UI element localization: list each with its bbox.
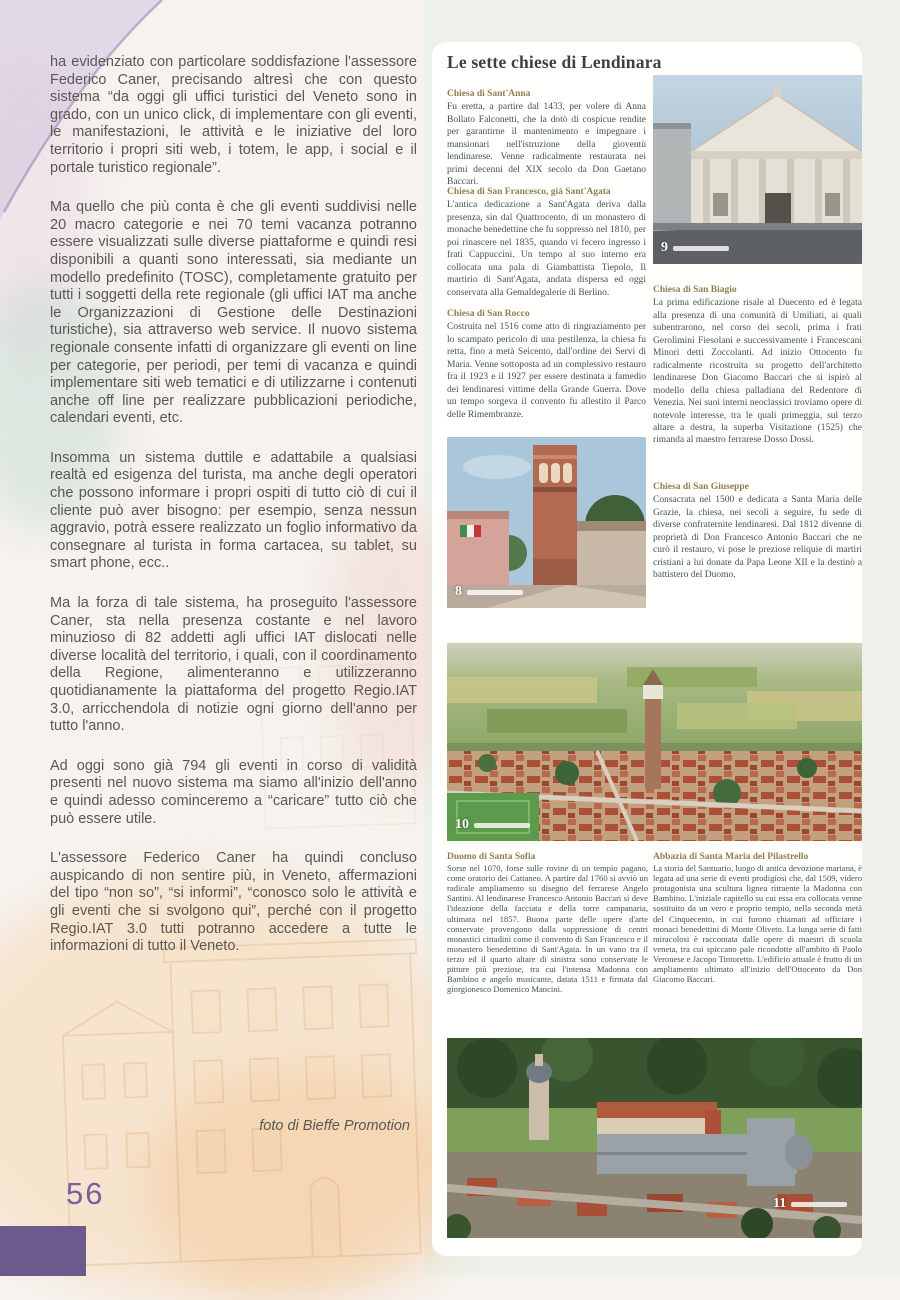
photo-number: 11	[773, 1196, 787, 1211]
photo-caption-strip	[467, 590, 523, 595]
paragraph: ha evidenziato con particolare soddisfazione l'assessore Federico Caner, precisando altresì che con questo sistema “da oggi gli uffici turistici del Veneto sono in grado, con un unico click, di implementare con gli eventi, le manifestazioni, le attività e le iniziative del loro territorio i propri siti web, i totem, le app, i social e il portale turistico regionale”.	[50, 54, 417, 176]
photo-number-label	[455, 584, 523, 600]
photo-10-illustration	[447, 643, 862, 841]
right-article-box	[432, 42, 862, 1256]
caption-body: Sorse nel 1070, forse sulle rovine di un tempio pagano, come oratorio dei Cattaneo. A partire dal 1760 si avviò un radicale ampliamento su disegno del ferrarese Angelo Santini. Al lendinarese Francesco Antonio Baccari si deve l'ideazione della facciata e della torre campanaria, ultimata nel 1857. Buona parte delle opere d'arte conservate provengono dalla soppressione di centri monastici cittadini come il convento di San Francesco e il monastero benedettino di Sant'Agata. In un vano tra il terzo ed il quarto altare di sinistra sono conservate le pitture più preziose, tra cui l'intensa Madonna con Bambino e angelo musicante, datata 1511 e firmata dal giorgionesco Domenico Mancini.	[447, 863, 648, 995]
caption-heading: Abbazia di Santa Maria del Pilastrello	[653, 852, 809, 862]
photo-9-illustration	[653, 75, 862, 264]
paragraph: Ma quello che più conta è che gli eventi suddivisi nelle 20 macro categorie e nei 70 temi vacanza potranno essere visualizzati sulle diverse piattaforme e quindi resi disponibili a quanti sono interessati, sia mediante un modello predefinito (TOSC), completamente gratuito per tutti i soggetti della rete regionale (gli uffici IAT ma anche le Organizzazioni di Gestione delle Destinazioni turistiche), sia attraverso web service. Il nuovo sistema regionale consente infatti di organizzare gli eventi on line per categorie, per periodi, per temi di vacanza e quindi implementare siti web tematici e di utilizzarne i contenuti anche off line per realizzare pubblicazioni periodiche, calendari eventi, etc.	[50, 199, 417, 427]
photo-caption-strip	[474, 823, 530, 828]
section-body: La prima edificazione risale al Duecento ed è legata alla presenza di una comunità di Umiliati, ai quali subentrarono, nel corso dei secoli, prima i frati Gerolimini Fiesolani e successivamente i Francescani Minori detti Zoccolanti. Ad inizio Ottocento fu radicalmente ricostruita su progetto dell'architetto lendinarese Don Giacomo Baccari che si ispirò al modello della chiesa palladiana del Redentore di Venezia. Nei suoi interni neoclassici troviamo opere di notevole interesse, tra le quali primeggia, sul terzo altare a destra, la superba Visitazione (1525) che rimanda al maestro ferrarese Dosso Dossi.	[653, 298, 862, 446]
paragraph: L'assessore Federico Caner ha quindi concluso auspicando di non sentire più, in Veneto, affermazioni del tipo “non so”, “si informi”, “conosco solo le attività e gli eventi che si svolgono qui”, perché con il progetto Regio.IAT 3.0 tutti potranno accedere a tutte le informazioni di tutto il Veneto.	[50, 850, 417, 955]
photo-8	[447, 437, 646, 608]
section-heading: Chiesa di Sant'Anna	[447, 89, 531, 99]
photo-number-label	[773, 1196, 847, 1212]
photo-number-label	[661, 240, 729, 256]
section-heading: Chiesa di San Rocco	[447, 309, 530, 319]
photo-credit: foto di Bieffe Promotion	[259, 1118, 410, 1134]
photo-caption-strip	[673, 246, 729, 251]
section-san-francesco	[447, 186, 646, 299]
photo-number: 9	[661, 240, 668, 255]
purple-corner-square	[0, 1226, 86, 1276]
photo-11	[447, 1038, 862, 1238]
article-title: Le sette chiese di Lendinara	[447, 52, 662, 72]
photo-10	[447, 643, 862, 841]
photo-9	[653, 75, 862, 264]
section-body: L'antica dedicazione a Sant'Agata deriva dalla presenza, sin dal Quattrocento, di un monastero di monache benedettine che fu soppresso nel 1810, per poi rinascere nel 1835, quando vi fecero ingresso i frati Cappuccini. Un tempo al suo interno era collocata una pala di Giambattista Tiepolo, Il martirio di Sant'Agata, andata dispersa ed oggi conservata alla Gemaldegalerie di Berlino.	[447, 200, 646, 298]
section-san-giuseppe	[653, 481, 862, 582]
paragraph: Ad oggi sono già 794 gli eventi in corso di validità presenti nel nuovo sistema ma siamo all'inizio dell'anno e quindi adesso cominceremo a “caricare” tutto ciò che può essere utile.	[50, 757, 417, 827]
caption-abbazia-pilastrello	[653, 852, 862, 984]
photo-number-label	[455, 817, 530, 833]
paragraph: Insomma un sistema duttile e adattabile a qualsiasi realtà ed esigenza del turista, ma anche degli operatori che possono informare i propri ospiti di tutto ciò di cui il cliente può aver bisogno: per esempio, senza nessun aggravio, potrà essere realizzato un foglio informativo da consegnare al turista in forma cartacea, su tablet, su smart phone, ecc..	[50, 449, 417, 572]
section-san-biagio	[653, 284, 862, 447]
left-article	[50, 54, 417, 978]
section-body: Consacrata nel 1500 e dedicata a Santa Maria delle Grazie, la chiesa, nei secoli a seguire, fu sede di diverse confraternite lendinaresi. Dal 1812 divenne di proprietà di Don Francesco Antonio Baccari che ne curò il restauro, vi pose le preziose reliquie di martiri cristiani a lui donate da Papa Leone XII e la destinò a battistero del Duomo.	[653, 495, 862, 581]
page-number: 56	[66, 1176, 105, 1211]
caption-duomo-santa-sofia	[447, 852, 648, 994]
photo-number: 10	[455, 817, 469, 832]
paragraph: Ma la forza di tale sistema, ha proseguito l'assessore Caner, sta nella presenza costante e nel lavoro minuzioso di 82 addetti agli uffici IAT dislocati nelle diverse località del territorio, i quali, con il coordinamento della Regione, alimenteranno e utilizzeranno quotidianamente la piattaforma del progetto Regio.IAT 3.0, arricchendola di notizie ogni giorno dell'anno per tutto l'anno.	[50, 595, 417, 735]
section-body: Fu eretta, a partire dal 1433, per volere di Anna Bollato Falconetti, che la dotò di cospicue rendite per garantirne il mantenimento e impegnare i mansionari nell'istruzione della gioventù lendinarese. Venne radicalmente restaurata nei primi decenni del XIX secolo da Don Gaetano Baccari.	[447, 102, 646, 188]
section-sant-anna	[447, 88, 646, 189]
section-heading: Chiesa di San Biagio	[653, 285, 737, 295]
photo-number: 8	[455, 584, 462, 599]
caption-body: La storia del Santuario, luogo di antica devozione mariana, è legata ad una serie di eventi prodigiosi che, dal 1509, videro protagonista una scultura lignea ritraente la Madonna con Bambino. L'iniziale capitello su cui essa era collocata venne sostituito da un vero e proprio tempio, nella seconda metà del Cinquecento, in cui furono chiamati ad officiare i monaci benedettini di Monte Oliveto. La lunga serie di fatti miracolosi è raccontata dalle opere di maestri di scuola veneta, tra cui spiccano pale ricondotte all'ambito di Paolo Veronese e Jacopo Tintoretto. L'edificio attuale è frutto di un ampliamento ultimato all'inizio dell'Ottocento da Don Giacomo Baccari.	[653, 863, 862, 985]
photo-caption-strip	[791, 1202, 847, 1207]
section-body: Costruita nel 1516 come atto di ringraziamento per lo scampato pericolo di una pestilenza, la chiesa fu retta, fino a metà Seicento, dall'ordine dei Servi di Maria. Venne sottoposta ad un complessivo restauro fra il 1923 e il 1927 per essere destinata a famedio dei lendinaresi vittime della Grande Guerra. Dove un tempo sorgeva il convento fu allestito il Parco delle Rimembranze.	[447, 322, 646, 420]
section-heading: Chiesa di San Giuseppe	[653, 482, 749, 492]
photo-8-illustration	[447, 437, 646, 608]
section-san-rocco	[447, 308, 646, 421]
section-heading: Chiesa di San Francesco, già Sant'Agata	[447, 187, 611, 197]
caption-heading: Duomo di Santa Sofia	[447, 852, 536, 862]
